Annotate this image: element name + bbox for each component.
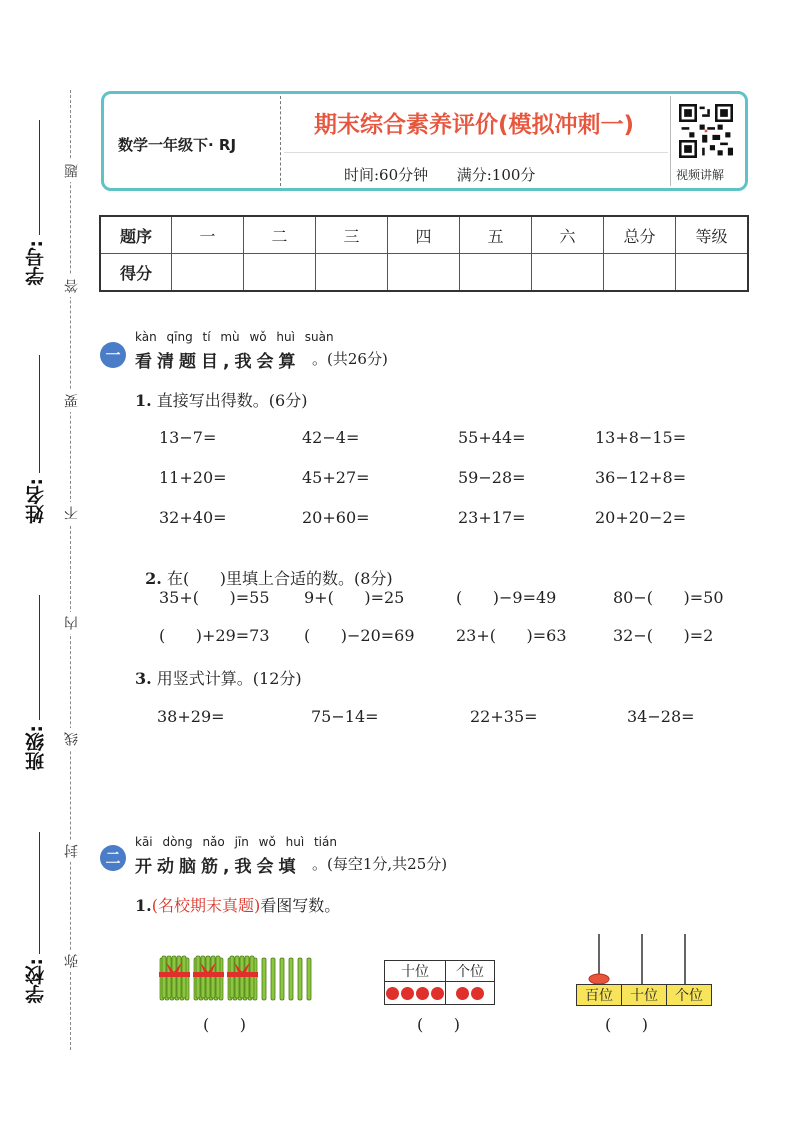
row-label-score: 得分 (100, 254, 172, 292)
question-1-1-title: 1. 直接写出得数。(6分) (135, 391, 308, 410)
title-separator (284, 152, 668, 153)
calc-item: 36−12+8= (595, 468, 687, 487)
seal-char: 线 (62, 728, 82, 750)
abacus-rods (575, 932, 715, 984)
qr-divider (670, 96, 671, 186)
score-cell[interactable] (604, 254, 676, 292)
score-table-score-row (100, 254, 748, 292)
vertical-calc-item: 75−14= (311, 707, 379, 726)
calc-item: 45+27= (302, 468, 370, 487)
calc-item: 20+60= (302, 508, 370, 527)
section-2-title: 开动脑筋,我会填 (135, 857, 301, 877)
place-value-chart (384, 960, 495, 1005)
column-header: 等级 (676, 216, 749, 254)
bead (401, 987, 414, 1000)
exam-title: 期末综合素养评价(模拟冲刺一) (313, 112, 635, 138)
tens-label: 十位 (622, 985, 667, 1006)
section-2-badge: 二 (100, 845, 126, 871)
seal-char: 答 (62, 275, 82, 297)
column-header: 六 (532, 216, 604, 254)
vertical-calc-item: 22+35= (470, 707, 538, 726)
exam-time-score: 时间:60分钟 满分:100分 (344, 166, 536, 184)
calc-item: 13−7= (159, 428, 217, 447)
score-cell[interactable] (532, 254, 604, 292)
section-2-pinyin: kāi dòng nǎo jīn wǒ huì tián (135, 835, 337, 849)
score-table (99, 215, 749, 292)
fill-item[interactable]: ( )−9=49 (456, 588, 557, 607)
stick-bundle (159, 956, 190, 1000)
answer-blank-2[interactable]: ( ) (417, 1015, 460, 1034)
calc-item: 55+44= (458, 428, 526, 447)
ones-beads (446, 982, 495, 1005)
calc-item: 20+20−2= (595, 508, 687, 527)
seal-char: 要 (62, 390, 82, 412)
section-2-score: 。(每空1分,共25分) (312, 855, 448, 873)
bead (471, 987, 484, 1000)
bead (431, 987, 444, 1000)
fill-item[interactable]: 23+( )=63 (456, 626, 567, 645)
seal-char: 不 (62, 502, 82, 524)
fill-item[interactable]: 9+( )=25 (304, 588, 405, 607)
student-name-label: 姓名: (25, 478, 47, 524)
vertical-calc-item: 34−28= (627, 707, 695, 726)
answer-blank-1[interactable]: ( ) (203, 1015, 246, 1034)
stick-bundles-picture (158, 952, 318, 1004)
row-label-question: 题序 (100, 216, 172, 254)
seal-dashed-line (70, 90, 71, 1050)
tens-beads (385, 982, 446, 1005)
fill-item[interactable]: ( )+29=73 (159, 626, 270, 645)
question-1-2-title: 2. 在( )里填上合适的数。(8分) (145, 569, 393, 588)
score-cell[interactable] (244, 254, 316, 292)
abacus-bead (589, 974, 609, 984)
fill-item[interactable]: 35+( )=55 (159, 588, 270, 607)
school-line (39, 832, 40, 954)
loose-sticks (262, 958, 311, 1000)
subject-label: 数学一年级下· RJ (118, 136, 237, 154)
section-1-title: 看清题目,我会算 (135, 352, 301, 372)
score-cell[interactable] (676, 254, 749, 292)
score-cell[interactable] (388, 254, 460, 292)
column-header: 三 (316, 216, 388, 254)
stick-bundle (227, 956, 258, 1000)
column-header: 二 (244, 216, 316, 254)
source-tag: (名校期末真题) (151, 896, 261, 915)
score-table-header-row (100, 216, 748, 254)
section-1-pinyin: kàn qīng tí mù wǒ huì suàn (135, 330, 334, 344)
bead (416, 987, 429, 1000)
column-header: 总分 (604, 216, 676, 254)
calc-item: 13+8−15= (595, 428, 687, 447)
column-header: 五 (460, 216, 532, 254)
score-cell[interactable] (172, 254, 244, 292)
fill-item[interactable]: 32−( )=2 (613, 626, 714, 645)
section-1-badge: 一 (100, 342, 126, 368)
fill-item[interactable]: ( )−20=69 (304, 626, 415, 645)
column-header: 四 (388, 216, 460, 254)
seal-char: 内 (62, 612, 82, 634)
ones-label: 个位 (446, 961, 495, 982)
bead (456, 987, 469, 1000)
calc-item: 59−28= (458, 468, 526, 487)
question-1-3-title: 3. 用竖式计算。(12分) (135, 669, 302, 688)
header-divider (280, 96, 281, 186)
ones-label: 个位 (667, 985, 712, 1006)
class-label: 班级: (25, 725, 47, 771)
seal-char: 封 (62, 840, 82, 862)
tens-label: 十位 (385, 961, 446, 982)
student-name-line (39, 355, 40, 473)
section-1-score: 。(共26分) (312, 350, 388, 368)
hundreds-label: 百位 (577, 985, 622, 1006)
score-cell[interactable] (316, 254, 388, 292)
school-label: 学校: (25, 958, 47, 1004)
student-id-label: 学号: (25, 240, 47, 286)
exam-header (101, 91, 748, 191)
score-cell[interactable] (460, 254, 532, 292)
vertical-calc-item: 38+29= (157, 707, 225, 726)
seal-char: 题 (62, 160, 82, 182)
answer-blank-3[interactable]: ( ) (605, 1015, 648, 1034)
seal-char: 弥 (62, 950, 82, 972)
video-explain-label: 视频讲解 (676, 168, 725, 182)
bead (386, 987, 399, 1000)
calc-item: 42−4= (302, 428, 360, 447)
student-id-line (39, 120, 40, 235)
question-2-1-title: 1.(名校期末真题)看图写数。 (135, 896, 341, 915)
column-header: 一 (172, 216, 244, 254)
fill-item[interactable]: 80−( )=50 (613, 588, 724, 607)
class-line (39, 595, 40, 720)
calc-item: 32+40= (159, 508, 227, 527)
calc-item: 23+17= (458, 508, 526, 527)
abacus-base (576, 984, 712, 1006)
qr-code-icon[interactable] (679, 104, 733, 158)
calc-item: 11+20= (159, 468, 227, 487)
stick-bundle (193, 956, 224, 1000)
